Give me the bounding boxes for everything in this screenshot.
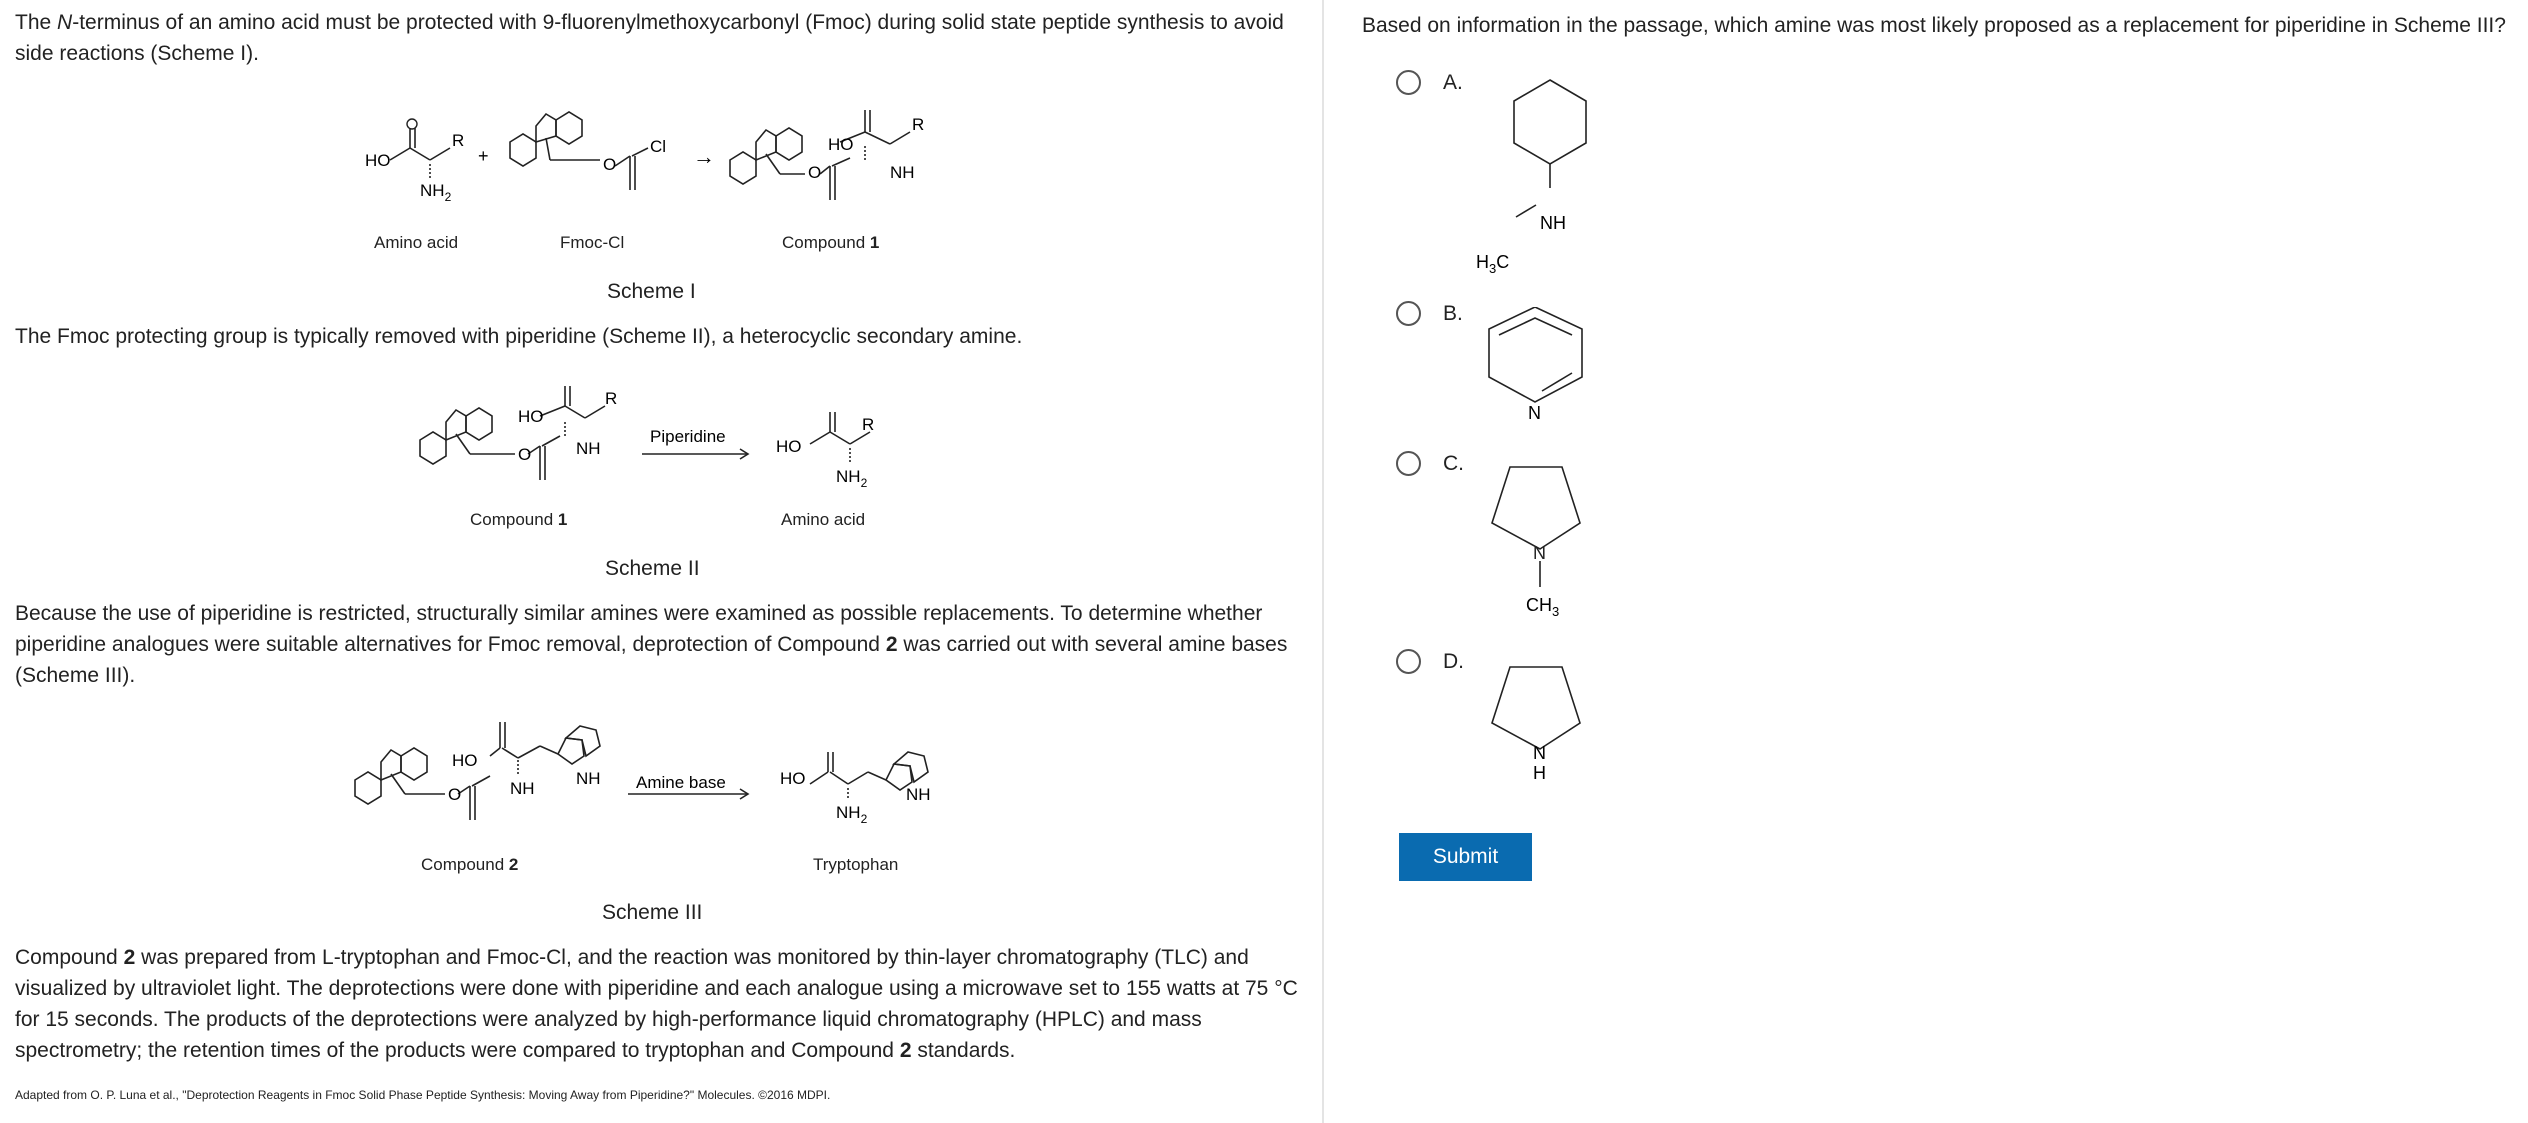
choice-d-n: N: [1533, 743, 1546, 763]
nh2-label: $NH_2$: [420, 181, 452, 204]
panel-divider: [1322, 0, 1324, 1123]
r-label: R: [452, 131, 465, 150]
indole-nh-label-2: NH: [906, 785, 931, 804]
choice-b-structure: [1486, 307, 1596, 427]
choice-c-structure: [1486, 461, 1596, 631]
ho-label-4: HO: [776, 437, 802, 456]
scheme1-amino-acid-label: Amino acid: [374, 233, 459, 252]
intro-text-italic: N: [57, 11, 73, 34]
scheme1-compound-label: Compound 1: [782, 233, 880, 252]
cl-label: Cl: [650, 137, 667, 156]
source-credit: Adapted from O. P. Luna et al., "Deprotection Reagents in Fmoc Solid Phase Peptide Synthesis: Moving Away from Piperidine?" Molecules. ©2016 MDPI.: [15, 1088, 831, 1102]
scheme2-reagent: Piperidine: [650, 427, 726, 446]
nh2-label-3: $NH_2$: [836, 803, 868, 826]
nh-label: NH: [890, 163, 915, 182]
submit-button[interactable]: Submit: [1399, 833, 1532, 881]
oxygen-atom: [407, 119, 417, 129]
choice-b-n: N: [1528, 403, 1541, 423]
scheme2-caption: Scheme II: [605, 557, 700, 580]
choice-a-h3c: $H_3C$: [1476, 252, 1510, 275]
ho-label-5: HO: [452, 751, 478, 770]
choice-b-radio[interactable]: [1396, 301, 1421, 326]
o-label: O: [603, 155, 617, 174]
ho-label-3: HO: [518, 407, 544, 426]
ho-label: HO: [365, 151, 391, 170]
choice-d-h: H: [1533, 763, 1546, 783]
choice-d-structure: [1486, 661, 1596, 791]
paragraph-2: The Fmoc protecting group is typically removed with piperidine (Scheme II), a heterocyclic secondary amine.: [15, 325, 1023, 348]
plus-sign: +: [478, 146, 489, 166]
scheme1-caption: Scheme I: [607, 280, 696, 303]
scheme3-reagent: Amine base: [636, 773, 726, 792]
choice-d-radio[interactable]: [1396, 649, 1421, 674]
ho-label-6: HO: [780, 769, 806, 788]
choice-c-letter: C.: [1443, 452, 1464, 475]
nh-label-3: NH: [510, 779, 535, 798]
choice-a-nh: NH: [1540, 213, 1566, 233]
choice-c-ch3: $CH_3$: [1526, 595, 1560, 619]
choice-b-letter: B.: [1443, 302, 1463, 325]
indole-nh-label: NH: [576, 769, 601, 788]
o-label-4: O: [448, 785, 462, 804]
intro-paragraph: [15, 7, 1305, 69]
r-label-3: R: [605, 389, 618, 408]
scheme3-caption: Scheme III: [602, 901, 703, 924]
choice-d-letter: D.: [1443, 650, 1464, 673]
choice-a-structure: [1476, 75, 1606, 275]
paragraph-4: Compound 2 was prepared from L-tryptophan and Fmoc-Cl, and the reaction was monitored by thin-layer chromatography (TLC) and visualized by ultraviolet light. The deprotections were done with piperidine and each analogue using a microwave set to 155 watts at 75 °C for 15 seconds. The products of the deprotections were analyzed by high-performance liquid chromatography (HPLC) and mass spectrometry; the retention times of the products were compared to tryptophan and Compound 2 standards.: [15, 946, 1298, 1062]
scheme-3-diagram: [340, 700, 960, 850]
r-label-4: R: [862, 415, 875, 434]
intro-text-a: The: [15, 11, 58, 34]
r-label-2: R: [912, 115, 925, 134]
nh2-label-2: $NH_2$: [836, 467, 868, 490]
intro-text-c: -terminus of an amino acid must be protected with 9-fluorenylmethoxycarbonyl (Fmoc) during solid state peptide synthesis to avoid side reactions (Scheme I).: [15, 11, 1284, 65]
nh-label-2: NH: [576, 439, 601, 458]
question-text: Based on information in the passage, which amine was most likely proposed as a replacement for piperidine in Scheme III?: [1362, 14, 2506, 37]
scheme3-compound-label: Compound 2: [421, 855, 519, 874]
ho-label-2: HO: [828, 135, 854, 154]
scheme-2-diagram: [410, 370, 910, 510]
paragraph-3: Because the use of piperidine is restricted, structurally similar amines were examined as possible replacements. To determine whether piperidine analogues were suitable alternatives for Fmoc removal, deprotection of Compound 2 was carried out with several amine bases (Scheme III).: [15, 602, 1288, 687]
choice-c-n: N: [1533, 543, 1546, 563]
scheme2-compound-label: Compound 1: [470, 510, 568, 529]
scheme2-amino-acid-label: Amino acid: [781, 510, 866, 529]
o-label-2: O: [808, 163, 822, 182]
choice-c-radio[interactable]: [1396, 451, 1421, 476]
scheme1-fmoc-cl-label: Fmoc-Cl: [560, 233, 625, 252]
choice-a-radio[interactable]: [1396, 70, 1421, 95]
reaction-arrow: →: [693, 144, 715, 169]
choice-a-letter: A.: [1443, 71, 1463, 94]
scheme3-tryptophan-label: Tryptophan: [813, 855, 899, 874]
o-label-3: O: [518, 445, 532, 464]
